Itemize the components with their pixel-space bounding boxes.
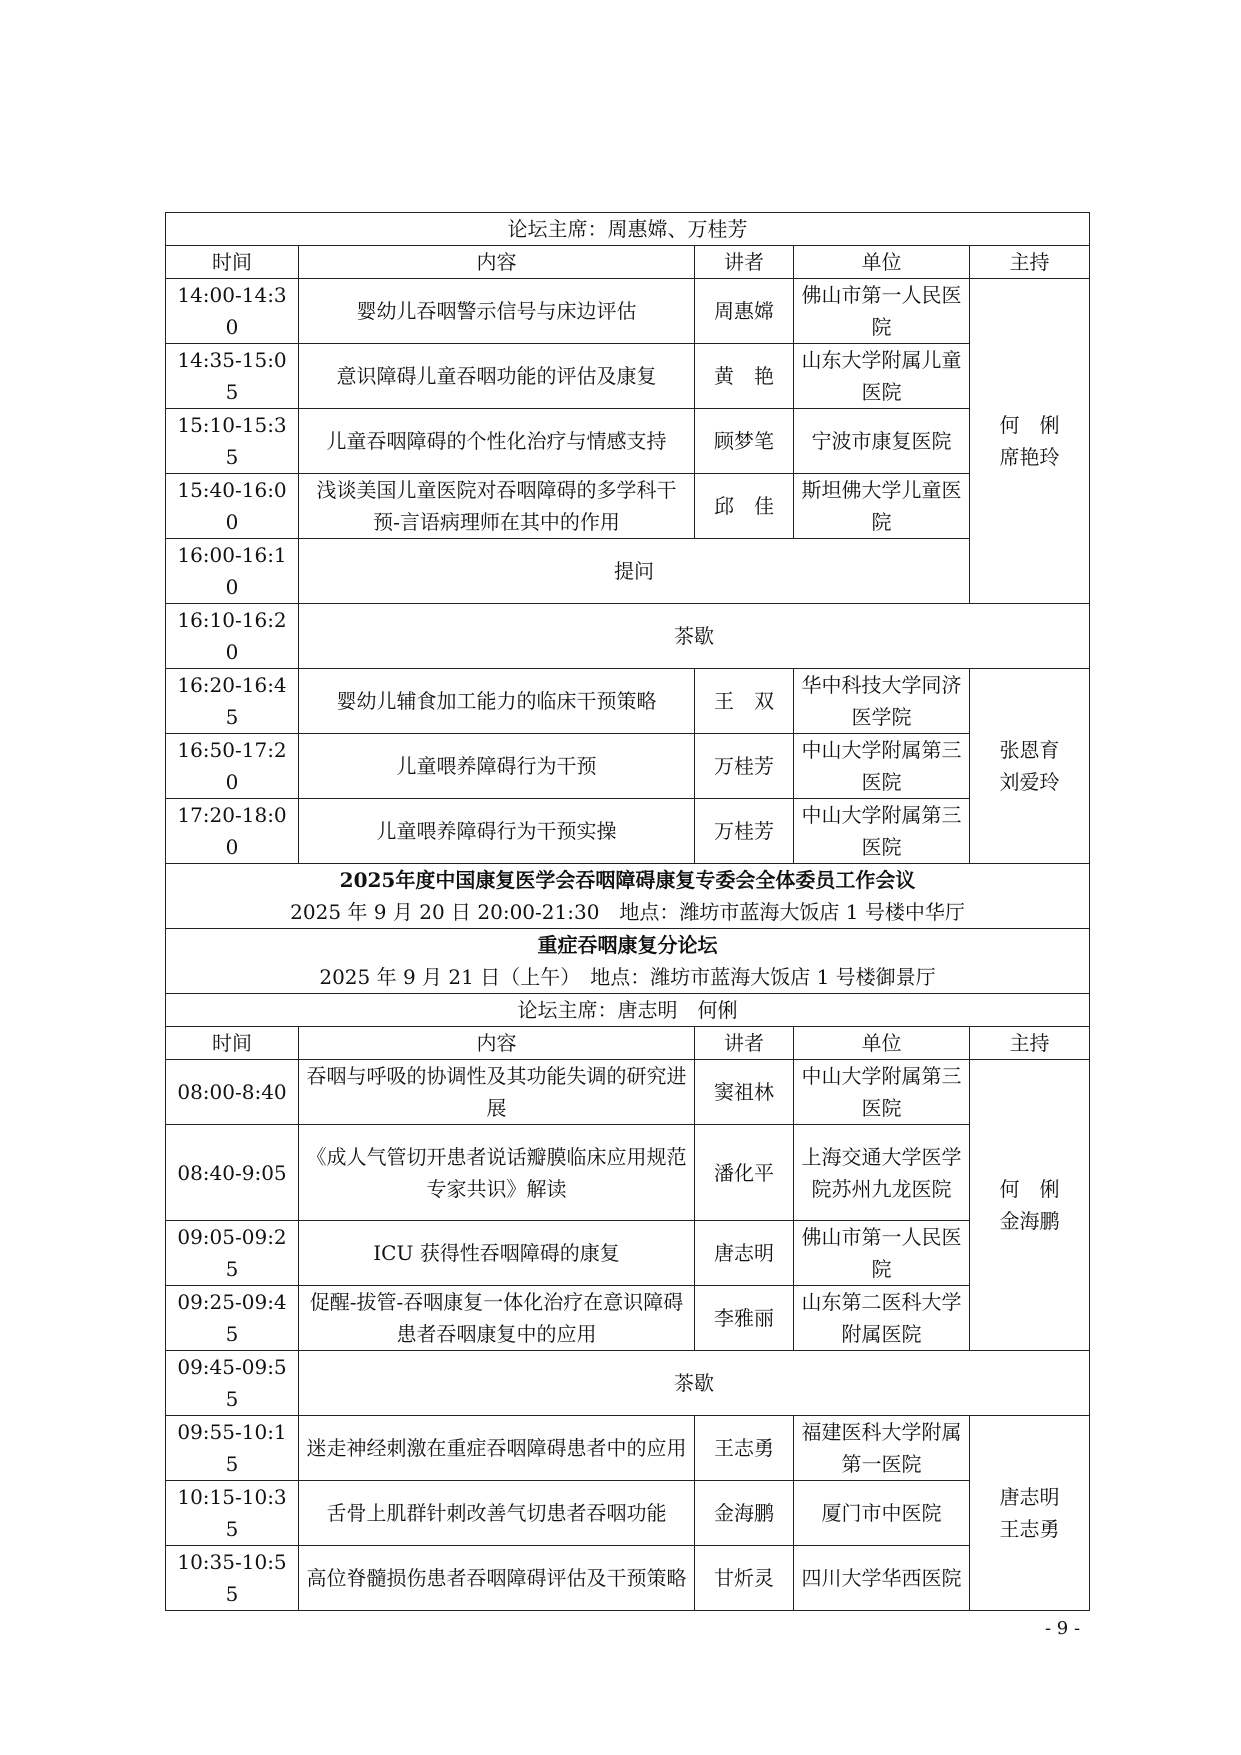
session-unit: 中山大学附属第三医院 — [794, 734, 970, 799]
session-unit: 华中科技大学同济医学院 — [794, 669, 970, 734]
session-content: 婴幼儿吞咽警示信号与床边评估 — [299, 279, 695, 344]
session-time: 10:15-10:35 — [166, 1481, 299, 1546]
session-host: 张恩育 刘爱玲 — [970, 669, 1090, 864]
table-row — [166, 1546, 1090, 1611]
table-row — [166, 669, 1090, 734]
header-unit: 单位 — [794, 246, 970, 279]
session-time: 09:05-09:25 — [166, 1221, 299, 1286]
session-unit: 斯坦佛大学儿童医院 — [794, 474, 970, 539]
break-row — [166, 604, 1090, 669]
session-unit: 佛山市第一人民医院 — [794, 279, 970, 344]
meeting-row — [166, 864, 1090, 929]
header-content: 内容 — [299, 1027, 695, 1060]
session-content: 意识障碍儿童吞咽功能的评估及康复 — [299, 344, 695, 409]
forum2-info: 2025 年 9 月 21 日（上午） 地点：潍坊市蓝海大饭店 1 号楼御景厅 — [319, 965, 936, 989]
break-time: 16:10-16:20 — [166, 604, 299, 669]
session-unit: 山东第二医科大学附属医院 — [794, 1286, 970, 1351]
session-unit: 中山大学附属第三医院 — [794, 799, 970, 864]
session-content: 《成人气管切开患者说话瓣膜临床应用规范专家共识》解读 — [299, 1125, 695, 1221]
header-unit: 单位 — [794, 1027, 970, 1060]
session-host: 唐志明 王志勇 — [970, 1416, 1090, 1611]
session-speaker: 唐志明 — [695, 1221, 794, 1286]
forum1-chairs: 论坛主席：周惠嫦、万桂芳 — [166, 213, 1090, 246]
session-speaker: 万桂芳 — [695, 734, 794, 799]
session-speaker: 顾梦笔 — [695, 409, 794, 474]
break-label: 茶歇 — [299, 1351, 1090, 1416]
session-content: 迷走神经刺激在重症吞咽障碍患者中的应用 — [299, 1416, 695, 1481]
session-time: 14:35-15:05 — [166, 344, 299, 409]
table-row — [166, 799, 1090, 864]
session-time: 16:50-17:20 — [166, 734, 299, 799]
session-unit: 宁波市康复医院 — [794, 409, 970, 474]
session-time: 17:20-18:00 — [166, 799, 299, 864]
session-speaker: 周惠嫦 — [695, 279, 794, 344]
session-unit: 四川大学华西医院 — [794, 1546, 970, 1611]
session-host: 何 俐 席艳玲 — [970, 279, 1090, 604]
forum2-title: 重症吞咽康复分论坛 — [537, 933, 718, 957]
session-speaker: 金海鹏 — [695, 1481, 794, 1546]
header-speaker: 讲者 — [695, 246, 794, 279]
break-row — [166, 1351, 1090, 1416]
meeting-info: 2025 年 9 月 20 日 20:00-21:30 地点：潍坊市蓝海大饭店 1 号楼中华厅 — [290, 900, 965, 924]
session-content: 舌骨上肌群针刺改善气切患者吞咽功能 — [299, 1481, 695, 1546]
session-content: 婴幼儿辅食加工能力的临床干预策略 — [299, 669, 695, 734]
session-time: 16:20-16:45 — [166, 669, 299, 734]
session-speaker: 黄 艳 — [695, 344, 794, 409]
session-speaker: 邱 佳 — [695, 474, 794, 539]
table-row — [166, 409, 1090, 474]
page-number: - 9 - — [1045, 1618, 1081, 1639]
header-row — [166, 1027, 1090, 1060]
header-speaker: 讲者 — [695, 1027, 794, 1060]
session-speaker: 王志勇 — [695, 1416, 794, 1481]
table-row — [166, 1221, 1090, 1286]
table-row — [166, 1481, 1090, 1546]
session-content: 儿童喂养障碍行为干预 — [299, 734, 695, 799]
table-row — [166, 1125, 1090, 1221]
session-unit: 福建医科大学附属第一医院 — [794, 1416, 970, 1481]
forum2-chairs: 论坛主席：唐志明 何俐 — [166, 994, 1090, 1027]
session-unit: 佛山市第一人民医院 — [794, 1221, 970, 1286]
session-time: 14:00-14:30 — [166, 279, 299, 344]
session-time: 15:10-15:35 — [166, 409, 299, 474]
forum2-title-row — [166, 929, 1090, 994]
session-time: 08:40-9:05 — [166, 1125, 299, 1221]
session-content: 吞咽与呼吸的协调性及其功能失调的研究进展 — [299, 1060, 695, 1125]
session-time: 09:25-09:45 — [166, 1286, 299, 1351]
break-label: 茶歇 — [299, 604, 1090, 669]
schedule-table — [165, 212, 1090, 1611]
session-content: 促醒-拔管-吞咽康复一体化治疗在意识障碍患者吞咽康复中的应用 — [299, 1286, 695, 1351]
session-unit: 厦门市中医院 — [794, 1481, 970, 1546]
qa-row — [166, 539, 1090, 604]
session-content: ICU 获得性吞咽障碍的康复 — [299, 1221, 695, 1286]
qa-time: 16:00-16:10 — [166, 539, 299, 604]
header-time: 时间 — [166, 246, 299, 279]
table-row — [166, 474, 1090, 539]
session-speaker: 潘化平 — [695, 1125, 794, 1221]
table-row — [166, 344, 1090, 409]
header-row — [166, 246, 1090, 279]
session-time: 09:55-10:15 — [166, 1416, 299, 1481]
header-content: 内容 — [299, 246, 695, 279]
meeting-title: 2025年度中国康复医学会吞咽障碍康复专委会全体委员工作会议 — [339, 868, 916, 892]
qa-label: 提问 — [299, 539, 970, 604]
header-host: 主持 — [970, 246, 1090, 279]
session-content: 儿童喂养障碍行为干预实操 — [299, 799, 695, 864]
table-row — [166, 734, 1090, 799]
table-row — [166, 1416, 1090, 1481]
session-host: 何 俐 金海鹏 — [970, 1060, 1090, 1351]
session-time: 10:35-10:55 — [166, 1546, 299, 1611]
session-content: 浅谈美国儿童医院对吞咽障碍的多学科干预-言语病理师在其中的作用 — [299, 474, 695, 539]
session-time: 15:40-16:00 — [166, 474, 299, 539]
session-speaker: 王 双 — [695, 669, 794, 734]
table-row — [166, 1060, 1090, 1125]
break-time: 09:45-09:55 — [166, 1351, 299, 1416]
session-unit: 山东大学附属儿童医院 — [794, 344, 970, 409]
header-host: 主持 — [970, 1027, 1090, 1060]
session-content: 高位脊髓损伤患者吞咽障碍评估及干预策略 — [299, 1546, 695, 1611]
session-time: 08:00-8:40 — [166, 1060, 299, 1125]
header-time: 时间 — [166, 1027, 299, 1060]
session-content: 儿童吞咽障碍的个性化治疗与情感支持 — [299, 409, 695, 474]
session-unit: 中山大学附属第三医院 — [794, 1060, 970, 1125]
table-row — [166, 279, 1090, 344]
table-row — [166, 1286, 1090, 1351]
session-speaker: 甘炘灵 — [695, 1546, 794, 1611]
session-speaker: 窦祖林 — [695, 1060, 794, 1125]
session-speaker: 万桂芳 — [695, 799, 794, 864]
session-speaker: 李雅丽 — [695, 1286, 794, 1351]
session-unit: 上海交通大学医学院苏州九龙医院 — [794, 1125, 970, 1221]
